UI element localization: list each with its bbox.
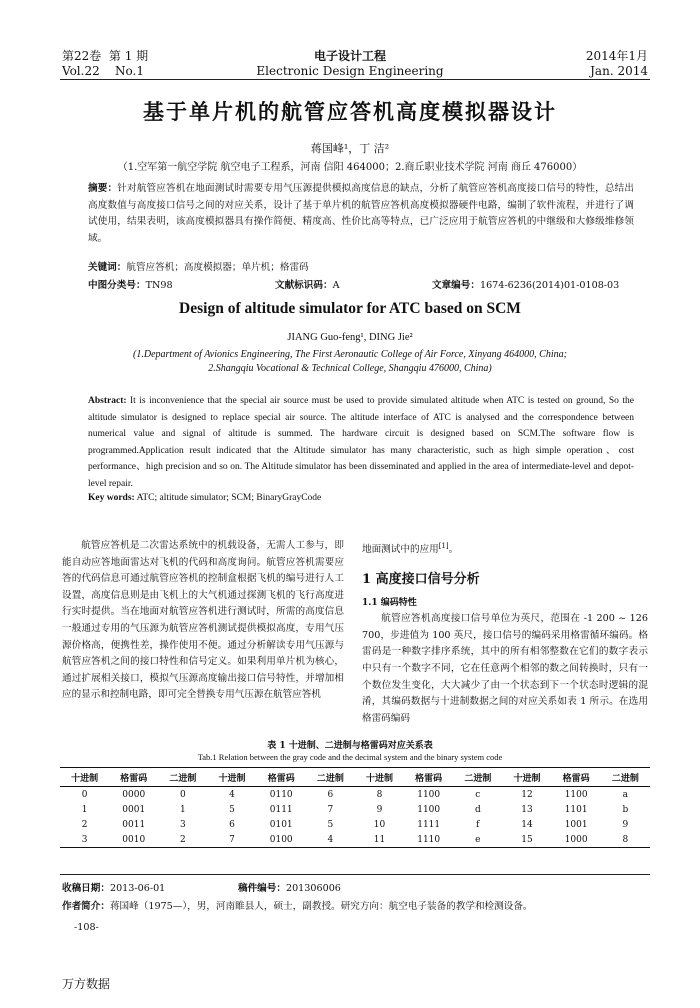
article-no-label: 文章编号： (432, 280, 480, 291)
table-cell: 0110 (269, 789, 293, 800)
received-value: 2013-06-01 (109, 883, 166, 894)
table-cell: 0101 (269, 819, 293, 830)
table-cell: 1111 (417, 819, 441, 830)
table-cell: 1110 (404, 832, 453, 848)
issue-en: No.1 (114, 64, 144, 78)
volume-en: Vol.22 (62, 64, 100, 78)
body-left-column: 航管应答机是二次雷达系统中的机载设备，无需人工参与，即能自动应答地面雷达对飞机的代码和高度询问。航管应答机需要应答的代码信息可通过航管应答机的控制盒根据飞机的编号进行人工设置，高度信息则是由飞机上的大气机通过探测飞机的飞行高度进行实时提供。当在地面对航管应答机进行测试时，所需的高度信息一般通过专用的气压源为航管应答机测试提供模拟高度，专用气压源价格高，便携性差，操作使用不便。通过分析解读专用气压源与航管应答机之间的接口特性和信号定义。如果利用单片机为核心，通过扩展相关接口，模拟气压源高度输出接口信号特性，并增加相应的显示和控制电路，即可完全替换专用气压源在航管应答机 (62, 540, 344, 701)
bio-text: 蒋国峰（1975—），男，河南睢县人，硕士，副教授。研究方向：航空电子装备的教学和检测设备。 (109, 901, 533, 912)
table-header-cell: 十进制 (502, 768, 551, 787)
table-cell: 13 (521, 804, 533, 815)
table-cell: 0 (81, 789, 88, 800)
clc-value: TN98 (145, 280, 173, 291)
table-caption-en: Tab.1 Relation between the gray code and the decimal system and the binary system code (197, 752, 503, 762)
table-header-cell: 十进制 (60, 768, 109, 787)
abstract-cn (88, 181, 634, 247)
table-cell: 4 (306, 832, 355, 848)
table-header-cell: 格雷码 (257, 768, 306, 787)
body-right-lead: 地面测试中的应用[1]。 (362, 542, 459, 556)
table-header-row (60, 768, 650, 787)
table-cell: 1000 (552, 832, 601, 848)
title-cn: 基于单片机的航管应答机高度模拟器设计 (143, 99, 557, 124)
table-header-cell: 二进制 (158, 768, 207, 787)
table-cell: 3 (180, 819, 186, 830)
article-no-value: 1674-6236(2014)01-0108-03 (479, 280, 620, 291)
table-cell: 3 (60, 832, 109, 848)
article-number (432, 278, 619, 294)
table-cell: 5 (229, 804, 235, 815)
table-cell: 12 (521, 789, 533, 800)
doc-code-label: 文献标识码： (275, 280, 333, 291)
table-cell: 1001 (564, 819, 588, 830)
table-cell: 6 (327, 789, 334, 800)
table-cell: 14 (521, 819, 533, 830)
ms-label: 稿件编号： (238, 883, 286, 894)
table-cell: 2 (81, 819, 88, 830)
table-header-cell: 二进制 (306, 768, 355, 787)
table-cell: 9 (622, 819, 629, 830)
abstract-cn-text: 针对航管应答机在地面测试时需要专用气压源提供模拟高度信息的缺点，分析了航管应答机高度接口信号的特性，总结出高度数值与高度接口信号之间的对应关系，设计了基于单片机的航管应答机高度模拟器硬件电路，编制了软件流程，并进行了调试使用，结果表明，该高度模拟器具有操作简便、精度高、性价比高等特点，已广泛应用于航管应答机的中继级和大修级维修领域。 (88, 183, 635, 244)
header-rule (60, 79, 650, 80)
table-header-cell: 二进制 (453, 768, 502, 787)
table-cell: a (622, 789, 629, 800)
document-code (275, 278, 340, 294)
table-header-cell: 格雷码 (552, 768, 601, 787)
body-right-lead-text: 地面测试中的应用 (362, 544, 439, 556)
clc-label: 中图分类号： (88, 280, 146, 291)
gray-code-table (60, 767, 650, 848)
table-row (60, 832, 650, 848)
keywords-en-text: ATC; altitude simulator; SCM; BinaryGrayCode (136, 493, 322, 503)
citation-1: [1] (438, 542, 449, 550)
table-cell: 0001 (122, 804, 146, 815)
table-cell: 8 (376, 789, 383, 800)
table-header-cell: 二进制 (601, 768, 650, 787)
table-cell: 1 (81, 804, 88, 815)
doc-code-value: A (332, 280, 340, 291)
table-cell: 8 (601, 832, 650, 848)
table-cell: e (453, 832, 502, 848)
table-cell: d (474, 804, 481, 815)
date-cn: 2014年1月 (585, 49, 648, 63)
affiliation-en-2: 2.Shangqiu Vocational & Technical College, Shangqiu 476000, China) (208, 363, 492, 374)
page-number: -108- (74, 922, 99, 933)
volume-cn: 第22卷 (62, 49, 102, 63)
table-cell: 0000 (122, 789, 146, 800)
table-row (60, 817, 650, 832)
abstract-en-label: Abstract: (88, 396, 127, 406)
issue-cn: 第 1 期 (108, 49, 149, 63)
bio-label: 作者简介： (62, 901, 110, 912)
keywords-cn-text: 航管应答机；高度模拟器；单片机；格雷码 (126, 262, 309, 273)
manuscript-number (238, 881, 341, 897)
received-date (62, 881, 165, 897)
table-cell: 2 (158, 832, 207, 848)
table-header-cell: 十进制 (355, 768, 404, 787)
abstract-en-text: It is inconvenience that the special air source must be used to provide simulated altitude when ATC is tested on ground, So the altitude simulator is designed to replace special air source. The altitude interface of ATC is analysed and the correspondence between numerical value and signal of altitude is summed. The hardware circuit is designed based on SCM.The software flow is programmed.Application result indicated that the Altitude simulator has many characteristic, such as high simple operation、cost performance、high precision and so on. The Altitude simulator has been disseminated and applied in the area of intermediate-level and depot-level repair. (88, 396, 635, 489)
keywords-cn-label: 关键词： (88, 262, 127, 273)
footer-rule (60, 874, 650, 875)
body-right-text: 航管应答机高度接口信号单位为英尺，范围在 -1 200 ~ 126 700，步进值为 100 英尺，接口信号的编码采用格雷循环编码。格雷码是一种数字排序系统，其中的所有相邻整数在它们的数字表示中只有一个数字不同，它在任意两个相邻的数之间转换时，只有一个数位发生变化，大大减少了由一个状态到下一个状态时逻辑的混淆，其编码数据与十进制数据之间的对应关系如表 1 所示。在选用格雷码编码 (362, 613, 648, 724)
received-label: 收稿日期： (62, 883, 110, 894)
table-cell: 1100 (564, 789, 588, 800)
ms-value: 201306006 (285, 883, 341, 894)
keywords-cn (88, 260, 634, 277)
table-cell: c (475, 789, 481, 800)
date-en: Jan. 2014 (590, 64, 648, 78)
table-cell: 1101 (564, 804, 588, 815)
table-caption-cn: 表 1 十进制、二进制与格雷码对应关系表 (267, 741, 433, 751)
table-cell: 11 (355, 832, 404, 848)
table-cell: 6 (229, 819, 235, 830)
clc (88, 278, 173, 294)
table-cell: f (476, 819, 480, 830)
abstract-en (88, 393, 634, 492)
table-cell: 0 (180, 789, 186, 800)
table-row (60, 787, 650, 803)
keywords-en-label: Key words: (88, 493, 135, 503)
table-cell: 0100 (257, 832, 306, 848)
affiliation-cn: （1.空军第一航空学院 航空电子工程系，河南 信阳 464000；2.商丘职业技术学院 河南 商丘 476000） (117, 162, 583, 173)
journal-name-en: Electronic Design Engineering (256, 64, 444, 78)
table-cell: 0111 (269, 804, 293, 815)
affiliation-en-1: (1.Department of Avionics Engineering, The First Aeronautic College of Air Force, Xinyang 464000, China; (133, 349, 567, 360)
table-cell: 0011 (122, 819, 146, 830)
table-cell: 1100 (417, 789, 441, 800)
journal-name-cn: 电子设计工程 (313, 49, 386, 63)
table-header-cell: 格雷码 (109, 768, 158, 787)
table-cell: 4 (229, 789, 235, 800)
table-cell: 1 (180, 804, 186, 815)
body-right-column (362, 538, 648, 727)
watermark-text: 万方数据 (62, 977, 111, 991)
abstract-cn-label: 摘要： (88, 183, 118, 194)
table-cell: 7 (327, 804, 334, 815)
table-cell: 15 (502, 832, 551, 848)
table-cell: 9 (376, 804, 383, 815)
title-en: Design of altitude simulator for ATC based on SCM (179, 300, 521, 317)
table-cell: b (622, 804, 629, 815)
table-cell: 0010 (109, 832, 158, 848)
table-cell: 5 (327, 819, 334, 830)
table-row (60, 802, 650, 817)
table-header-cell: 十进制 (207, 768, 256, 787)
table-header-cell: 格雷码 (404, 768, 453, 787)
author-bio (62, 899, 652, 915)
section-heading-1: 1 高度接口信号分析 (362, 572, 480, 588)
subsection-heading-1-1: 1.1 编码特性 (362, 598, 417, 609)
table-cell: 1100 (417, 804, 441, 815)
table-cell: 7 (207, 832, 256, 848)
authors-cn: 蒋国峰¹，丁 洁² (310, 142, 390, 155)
table-cell: 10 (373, 819, 386, 830)
authors-en: JIANG Guo-feng¹, DING Jie² (287, 332, 413, 343)
keywords-en (88, 493, 634, 503)
